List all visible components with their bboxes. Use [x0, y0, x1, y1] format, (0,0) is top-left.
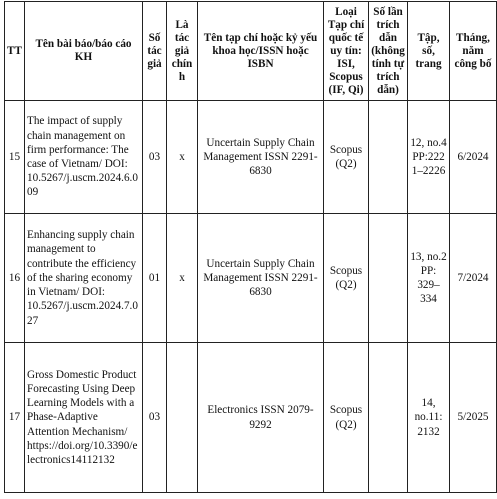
header-citations: Số lần trích dẫn (không tính tự trích dẫn) — [369, 2, 408, 101]
cell-index-type: Scopus (Q2) — [324, 343, 369, 493]
cell-journal: Electronics ISSN 2079-9292 — [198, 343, 324, 493]
cell-index-type: Scopus (Q2) — [324, 101, 369, 214]
cell-authors: 03 — [143, 343, 167, 493]
publications-table — [4, 1, 497, 493]
cell-volume: 13, no.2 PP: 329–334 — [408, 214, 450, 343]
table-header-row — [5, 2, 497, 101]
header-tt: TT — [5, 2, 25, 101]
cell-citations — [369, 214, 408, 343]
cell-title: The impact of supply chain management on firm performance: The case of Vietnam/ DOI: 10.5267/j.uscm.2024.6.009 — [25, 101, 143, 214]
cell-date: 5/2025 — [450, 343, 497, 493]
cell-volume: 14, no.11: 2132 — [408, 343, 450, 493]
table-row — [5, 343, 497, 493]
cell-title: Enhancing supply chain management to contribute the efficiency of the sharing economy in Vietnam/ DOI: 10.5267/j.uscm.2024.7.027 — [25, 214, 143, 343]
cell-title: Gross Domestic Product Forecasting Using Deep Learning Models with a Phase-Adaptive Attention Mechanism/ https://doi.org/10.3390/electronics14112132 — [25, 343, 143, 493]
cell-main-author: x — [167, 214, 198, 343]
cell-journal: Uncertain Supply Chain Management ISSN 2291-6830 — [198, 101, 324, 214]
header-index-type: Loại Tạp chí quốc tế uy tín: ISI, Scopus (IF, Qi) — [324, 2, 369, 101]
cell-tt: 16 — [5, 214, 25, 343]
cell-citations — [369, 101, 408, 214]
table-row — [5, 101, 497, 214]
cell-authors: 03 — [143, 101, 167, 214]
header-volume: Tập, số, trang — [408, 2, 450, 101]
cell-index-type: Scopus (Q2) — [324, 214, 369, 343]
cell-date: 7/2024 — [450, 214, 497, 343]
cell-main-author — [167, 343, 198, 493]
header-date: Tháng, năm công bố — [450, 2, 497, 101]
cell-citations — [369, 343, 408, 493]
header-title: Tên bài báo/báo cáo KH — [25, 2, 143, 101]
header-main-author: Là tác giả chính — [167, 2, 198, 101]
cell-date: 6/2024 — [450, 101, 497, 214]
cell-tt: 15 — [5, 101, 25, 214]
header-authors: Số tác giả — [143, 2, 167, 101]
header-journal: Tên tạp chí hoặc kỷ yếu khoa học/ISSN hoặc ISBN — [198, 2, 324, 101]
table-row — [5, 214, 497, 343]
cell-main-author: x — [167, 101, 198, 214]
cell-volume: 12, no.4 PP:2221–2226 — [408, 101, 450, 214]
cell-authors: 01 — [143, 214, 167, 343]
cell-journal: Uncertain Supply Chain Management ISSN 2291-6830 — [198, 214, 324, 343]
cell-tt: 17 — [5, 343, 25, 493]
